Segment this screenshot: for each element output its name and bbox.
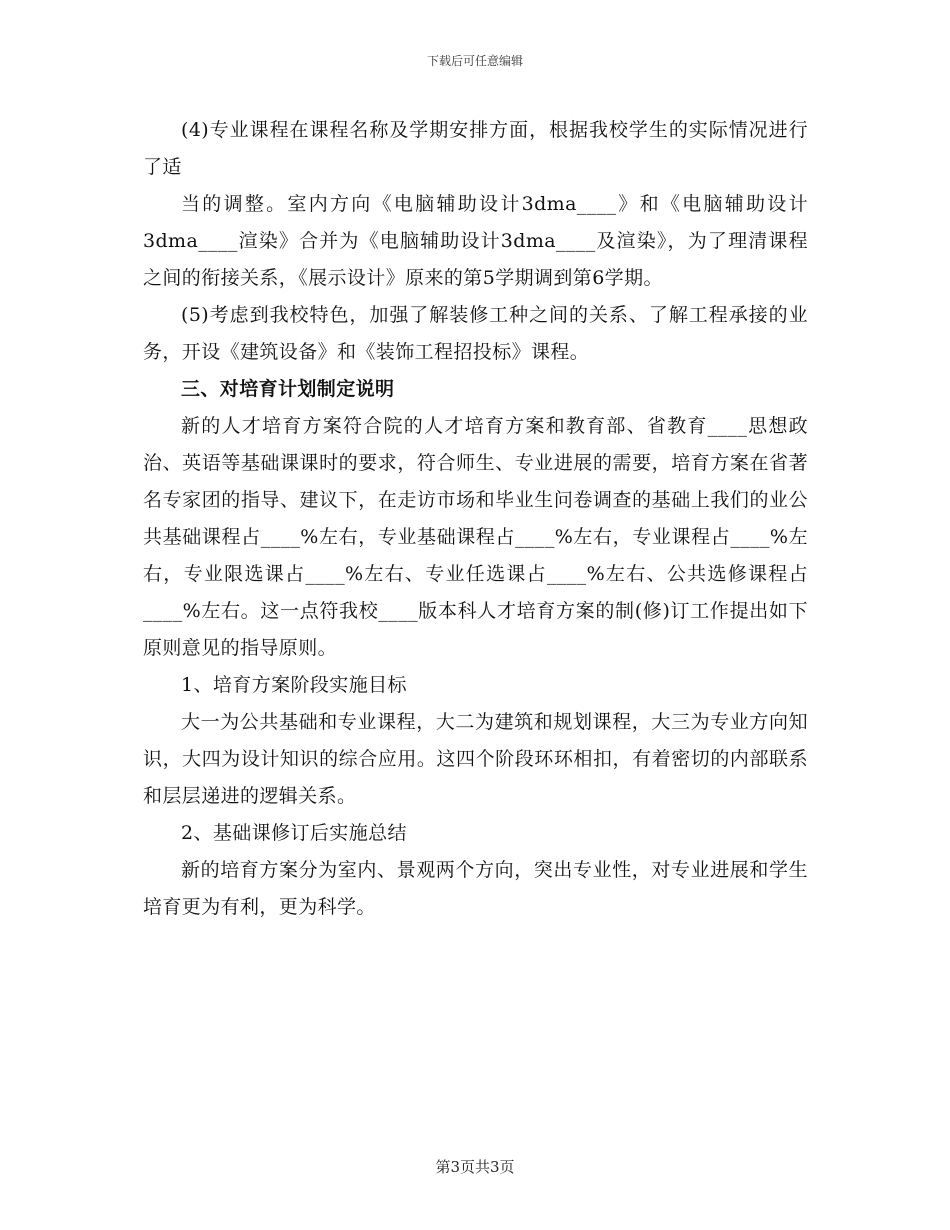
paragraph-stage-goals: 大一为公共基础和专业课程，大二为建筑和规划课程，大三为专业方向知识，大四为设计知识的综合应用。这四个阶段环环相扣，有着密切的内部联系和层层递进的逻辑关系。 (143, 711, 808, 807)
document-body (143, 112, 808, 926)
section-heading-plan-explanation: 三、对培育计划制定说明 (181, 378, 395, 400)
paragraph-revision-summary: 新的培育方案分为室内、景观两个方向，突出专业性，对专业进展和学生培育更为有利，更为科学。 (143, 859, 808, 918)
page-header: 下载后可任意编辑 (426, 54, 523, 68)
subheading-stage-goals: 1、培育方案阶段实施目标 (181, 674, 407, 696)
paragraph-course-adjustment-4: (4)专业课程在课程名称及学期安排方面，根据我校学生的实际情况进行了适 (143, 119, 808, 178)
paragraph-course-adjustment-detail: 当的调整。室内方向《电脑辅助设计3dma____》和《电脑辅助设计3dma____渲染》合并为《电脑辅助设计3dma____及渲染》，为了理清课程之间的衔接关系，《展示设计》原来的第5学期调到第6学期。 (143, 193, 808, 289)
subheading-revision-summary: 2、基础课修订后实施总结 (181, 822, 407, 844)
paragraph-course-adjustment-5: (5)考虑到我校特色，加强了解装修工种之间的关系、了解工程承接的业务，开设《建筑设备》和《装饰工程招投标》课程。 (143, 304, 808, 363)
paragraph-plan-explanation: 新的人才培育方案符合院的人才培育方案和教育部、省教育____思想政治、英语等基础课课时的要求，符合师生、专业进展的需要，培育方案在省著名专家团的指导、建议下，在走访市场和毕业生问卷调查的基础上我们的业公共基础课程占____%左右，专业基础课程占____%左右，专业课程占____%左右，专业限选课占____%左右、专业任选课占____%左右、公共选修课程占____%左右。这一点符我校____版本科人才培育方案的制(修)订工作提出如下原则意见的指导原则。 (143, 415, 808, 659)
page-footer: 第3页共3页 (435, 1158, 515, 1176)
